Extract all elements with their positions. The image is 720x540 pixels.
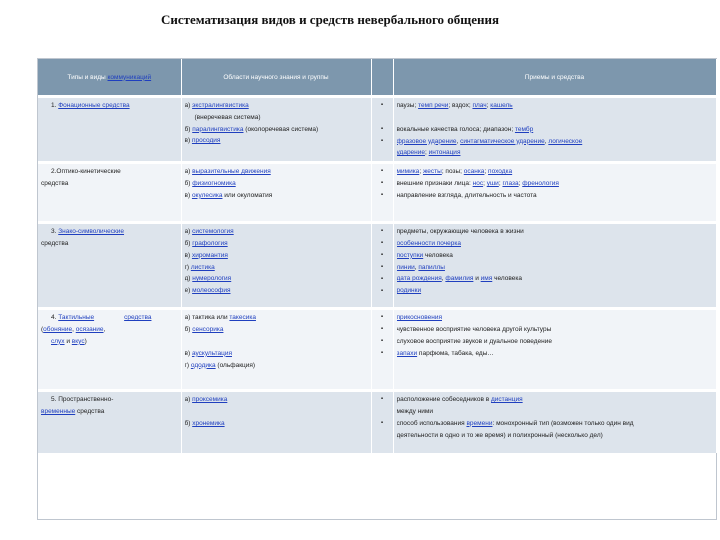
cell-type: 3. Знако-символические средства xyxy=(38,223,181,309)
cell-bullets: ▪ ▪ xyxy=(371,391,393,453)
link-prosody[interactable]: просодия xyxy=(191,137,221,145)
link-phrenology[interactable]: френология xyxy=(522,179,559,187)
cell-type: 1. Фонационные средства xyxy=(38,97,181,163)
link-ears[interactable]: уши xyxy=(486,179,499,187)
link-eyes[interactable]: глаза xyxy=(502,179,519,187)
link-nose[interactable]: нос xyxy=(472,179,484,187)
link-sensorics[interactable]: сенсорика xyxy=(192,325,224,333)
link-birth-date[interactable]: дата рождения xyxy=(396,275,442,283)
link-proxemics[interactable]: проксемика xyxy=(192,396,228,404)
link-moleosophy[interactable]: молеософия xyxy=(192,287,231,295)
cell-type: 4. Тактильные средства (обоняние, осязание, слух и вкус) xyxy=(38,309,181,391)
link-speech-tempo[interactable]: темп речи xyxy=(418,102,449,109)
cell-area: а) проксемика б) хронемика xyxy=(181,391,371,453)
link-taste[interactable]: вкус xyxy=(71,337,85,345)
link-name[interactable]: имя xyxy=(480,275,493,283)
link-phrase-stress[interactable]: фразовое ударение xyxy=(396,137,457,145)
link-touch[interactable]: осязание xyxy=(75,325,104,333)
link-oculesics[interactable]: окулесика xyxy=(191,191,223,199)
link-moles[interactable]: родинки xyxy=(396,287,422,295)
link-expressive-movements[interactable]: выразительные движения xyxy=(192,168,271,176)
cell-area: а) системология б) графология в) хиромантия г) листика д) нумерология е) молеософия xyxy=(181,223,371,309)
link-logical[interactable]: логическое xyxy=(548,137,583,145)
link-time[interactable]: времени xyxy=(466,419,493,427)
cell-area: а) выразительные движения б) физиогномика в) окулесика или окуломатия xyxy=(181,163,371,223)
link-surname[interactable]: фамилия xyxy=(445,275,474,283)
link-handwriting[interactable]: особенности почерка xyxy=(396,239,461,247)
link-smell[interactable]: обоняние xyxy=(43,325,73,333)
link-crying[interactable]: плач xyxy=(472,102,487,109)
slide-title: Систематизация видов и средств невербального общения xyxy=(160,12,500,27)
link-extralinguistics[interactable]: экстралингвистика xyxy=(192,102,249,109)
link-cough[interactable]: кашель xyxy=(490,102,513,109)
link-mimics[interactable]: мимика xyxy=(396,168,420,176)
link-gestures[interactable]: жесты xyxy=(422,168,442,176)
cell-bullets: ▪ ▪ ▪ xyxy=(371,163,393,223)
link-smells[interactable]: запахи xyxy=(396,349,418,357)
link-stress[interactable]: ударение xyxy=(396,149,426,157)
table-row xyxy=(38,391,716,453)
table-row xyxy=(38,97,716,163)
cell-bullets: ▪ ▪ ▪ ▪ ▪ ▪ xyxy=(371,223,393,309)
link-ododika[interactable]: ододика xyxy=(190,361,216,369)
link-distance[interactable]: дистанция xyxy=(490,396,523,404)
link-papillae[interactable]: папиллы xyxy=(418,263,445,271)
link-physiognomy[interactable]: физиогномика xyxy=(192,179,236,187)
link-timbre[interactable]: тембр xyxy=(514,125,534,133)
link-chiromancy[interactable]: хиромантия xyxy=(191,251,228,259)
table-page xyxy=(37,58,717,520)
link-communications[interactable]: коммуникаций xyxy=(107,73,152,81)
cell-area: а) экстралингвистика (внеречевая система) б) паралингвистика (околоречевая система) в) просодия xyxy=(181,97,371,163)
header-blank xyxy=(371,59,393,97)
link-phonation[interactable]: Фонационные средства xyxy=(58,102,130,109)
link-listika[interactable]: листика xyxy=(190,263,215,271)
link-deeds[interactable]: поступки xyxy=(396,251,424,259)
link-paralinguistics[interactable]: паралингвистика xyxy=(192,125,244,133)
link-chronemics[interactable]: хронемика xyxy=(192,419,225,427)
link-systemology[interactable]: системология xyxy=(192,228,234,236)
link-posture[interactable]: осанка xyxy=(463,168,485,176)
cell-means: прикосновения чувственное восприятие человека другой культуры слуховое восприятие звуков и дуальное поведение запахи парфюма, табака, еды… xyxy=(393,309,716,391)
link-touches[interactable]: прикосновения xyxy=(396,314,442,322)
link-lines[interactable]: линии xyxy=(396,263,415,271)
cell-means: расположение собеседников в дистанция между ними способ использования времени: монохронный тип (возможен только один вид деятельности в одно и то же время) и полихронный (несколько дел) xyxy=(393,391,716,453)
table-row xyxy=(38,163,716,223)
cell-means: мимика; жесты; позы; осанка; походка внешние признаки лица: нос; уши; глаза; френология направление взгляда, длительность и частота xyxy=(393,163,716,223)
link-takesika[interactable]: такесика xyxy=(229,314,256,322)
link-syntagmatic-stress[interactable]: синтагматическое ударение xyxy=(460,137,545,145)
link-graphology[interactable]: графология xyxy=(192,239,228,247)
table-header-row xyxy=(38,59,716,97)
link-gait[interactable]: походка xyxy=(488,168,513,176)
cell-means: предметы, окружающие человека в жизни особенности почерка поступки человека линии, папиллы дата рождения, фамилия и имя человека родинки xyxy=(393,223,716,309)
link-numerology[interactable]: нумерология xyxy=(192,275,232,283)
header-areas: Области научного знания и группы xyxy=(181,59,371,97)
header-means: Приемы и средства xyxy=(393,59,716,97)
link-sign-symbolic[interactable]: Знако-символические xyxy=(58,228,125,236)
link-temporal[interactable]: временные xyxy=(41,407,76,415)
link-tactile[interactable]: Тактильные xyxy=(58,314,95,322)
link-hearing[interactable]: слух xyxy=(51,337,65,345)
table-row xyxy=(38,309,716,391)
cell-bullets: ▪ ▪ ▪ ▪ xyxy=(371,309,393,391)
link-means[interactable]: средства xyxy=(124,314,152,322)
cell-type: 2.Оптико-кинетические средства xyxy=(38,163,181,223)
cell-type: 5. Пространственно- временные средства xyxy=(38,391,181,453)
cell-bullets: ▪ ▪ ▪ xyxy=(371,97,393,163)
header-types: Типы и виды коммуникаций xyxy=(38,59,181,97)
cell-area: а) тактика или такесика б) сенсорика в) аускультация г) ододика (ольфакция) xyxy=(181,309,371,391)
cell-means: паузы; темп речи; вздох; плач; кашель вокальные качества голоса; диапазон; тембр фразовое ударение, синтагматическое ударение, логическое ударение; интонация xyxy=(393,97,716,163)
link-auscultation[interactable]: аускультация xyxy=(191,349,232,357)
table-row xyxy=(38,223,716,309)
classification-table xyxy=(38,59,717,453)
link-intonation[interactable]: интонация xyxy=(428,149,461,157)
